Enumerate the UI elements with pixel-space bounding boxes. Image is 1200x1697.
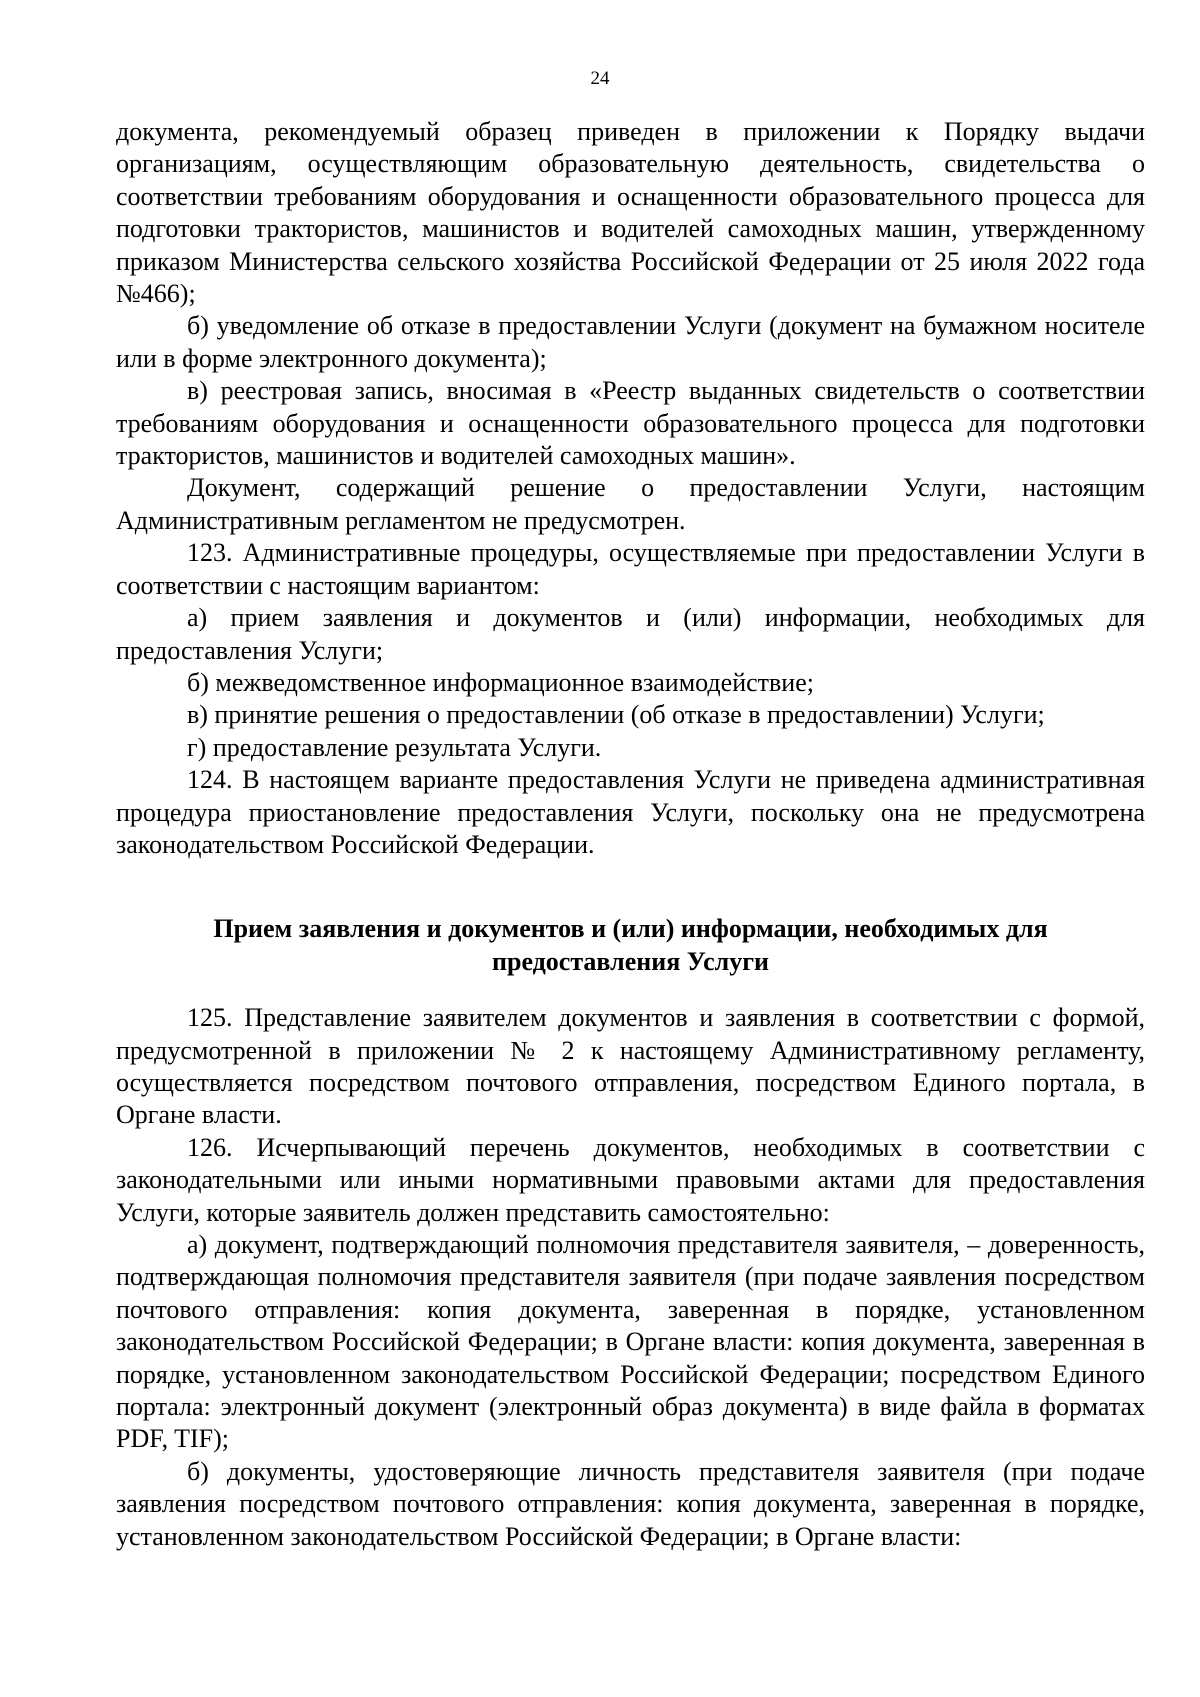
paragraph: 124. В настоящем варианте предоставления Услуги не приведена административная процедура приостановление предоставления Услуги, поскольку она не предусмотрена законодательством Российской Федерации. [116,765,1145,859]
document-body [116,116,1145,1553]
paragraph: б) уведомление об отказе в предоставлении Услуги (документ на бумажном носителе или в форме электронного документа); [116,311,1145,373]
paragraph: а) прием заявления и документов и (или) информации, необходимых для предоставления Услуги; [116,603,1145,665]
section-heading: Прием заявления и документов и (или) информации, необходимых для предоставления Услуги [213,914,1048,976]
paragraph: б) межведомственное информационное взаимодействие; [187,667,814,697]
paragraph: а) документ, подтверждающий полномочия представителя заявителя, – доверенность, подтверждающая полномочия представителя заявителя (при подаче заявления посредством почтового отправления: копия документа, заверенная в порядке, установленном законодательством Российской Федерации; в Органе власти: копия документа, заверенная в порядке, установленном законодательством Российской Федерации; посредством Единого портала: электронный документ (электронный образ документа) в виде файла в форматах PDF, TIF); [116,1230,1145,1454]
paragraph: в) реестровая запись, вносимая в «Реестр выданных свидетельств о соответствии требованиям оборудования и оснащенности образовательного процесса для подготовки трактористов, машинистов и водителей самоходных машин». [116,376,1145,471]
paragraph: 125. Представление заявителем документов и заявления в соответствии с формой, предусмотренной в приложении № 2 к настоящему Административному регламенту, осуществляется посредством почтового отправления, посредством Единого портала, в Органе власти. [116,1003,1145,1130]
paragraph: Документ, содержащий решение о предоставлении Услуги, настоящим Административным регламентом не предусмотрен. [116,473,1145,535]
paragraph: документа, рекомендуемый образец приведен в приложении к Порядку выдачи организациям, осуществляющим образовательную деятельность, свидетельства о соответствии требованиям оборудования и оснащенности образовательного процесса для подготовки трактористов, машинистов и водителей самоходных машин, утвержденному приказом Министерства сельского хозяйства Российской Федерации от 25 июля 2022 года №466); [116,117,1145,309]
page-number: 24 [590,68,610,89]
paragraphs-top [116,116,1145,861]
paragraphs-bottom [116,1002,1145,1553]
paragraph: г) предоставление результата Услуги. [187,732,602,762]
paragraph: в) принятие решения о предоставлении (об отказе в предоставлении) Услуги; [187,700,1045,730]
paragraph: 126. Исчерпывающий перечень документов, необходимых в соответствии с законодательными или иными нормативными правовыми актами для предоставления Услуги, которые заявитель должен представить самостоятельно: [116,1132,1145,1227]
paragraph: б) документы, удостоверяющие личность представителя заявителя (при подаче заявления посредством почтового отправления: копия документа, заверенная в порядке, установленном законодательством Российской Федерации; в Органе власти: [116,1456,1145,1551]
paragraph: 123. Административные процедуры, осуществляемые при предоставлении Услуги в соответствии с настоящим вариантом: [116,538,1145,600]
